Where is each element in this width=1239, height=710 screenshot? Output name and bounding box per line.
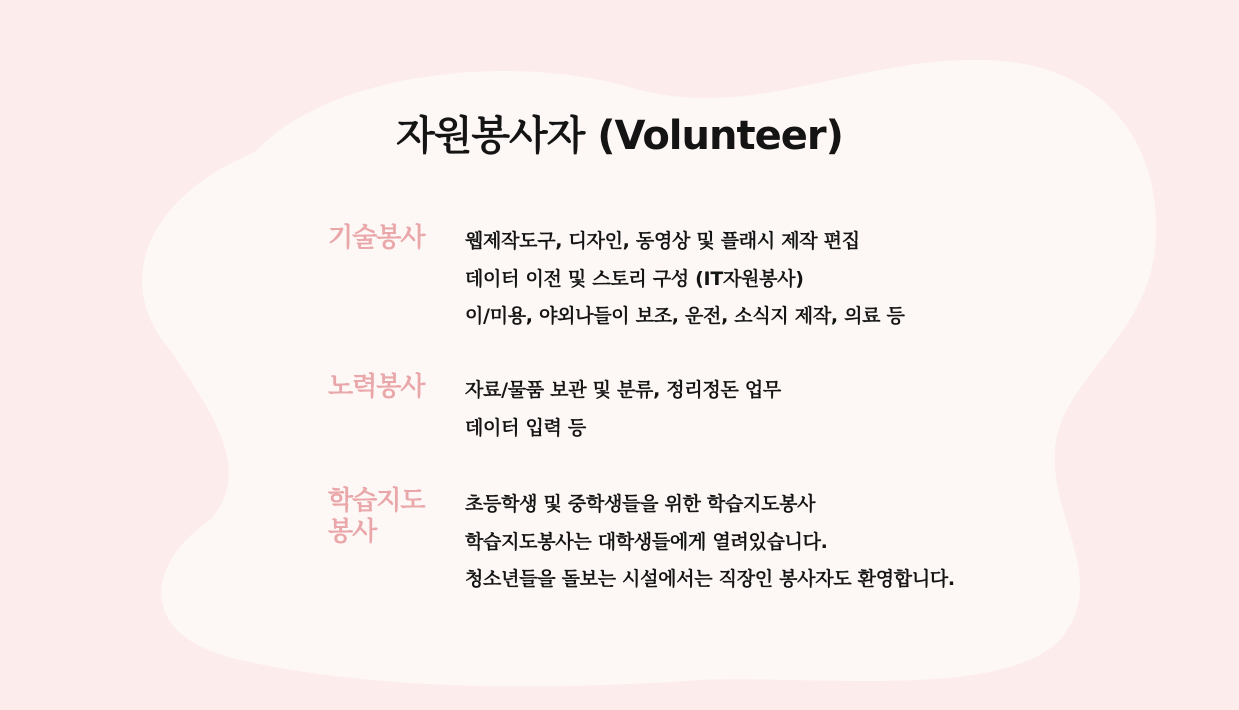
list-item: 자료/물품 보관 및 분류, 정리정돈 업무 (465, 379, 781, 401)
section-label: 기술봉사 (328, 223, 425, 253)
section-items (465, 223, 905, 336)
list-item: 청소년들을 돌보는 시설에서는 직장인 봉사자도 환영합니다. (465, 568, 955, 590)
list-item: 학습지도봉사는 대학생들에게 열려있습니다. (465, 530, 828, 553)
list-item: 데이터 입력 등 (465, 416, 586, 439)
section-label: 학습지도 봉사 (328, 486, 425, 547)
list-item: 초등학생 및 중학생들을 위한 학습지도봉사 (465, 493, 816, 515)
list-item: 이/미용, 야외나들이 보조, 운전, 소식지 제작, 의료 등 (465, 305, 905, 327)
page-title: 자원봉사자 (Volunteer) (396, 113, 843, 159)
section-items (465, 486, 955, 599)
list-item: 웹제작도구, 디자인, 동영상 및 플래시 제작 편집 (465, 230, 860, 252)
list-item: 데이터 이전 및 스토리 구성 (IT자원봉사) (465, 267, 804, 290)
section-items (465, 372, 781, 447)
section-label: 노력봉사 (328, 372, 425, 402)
